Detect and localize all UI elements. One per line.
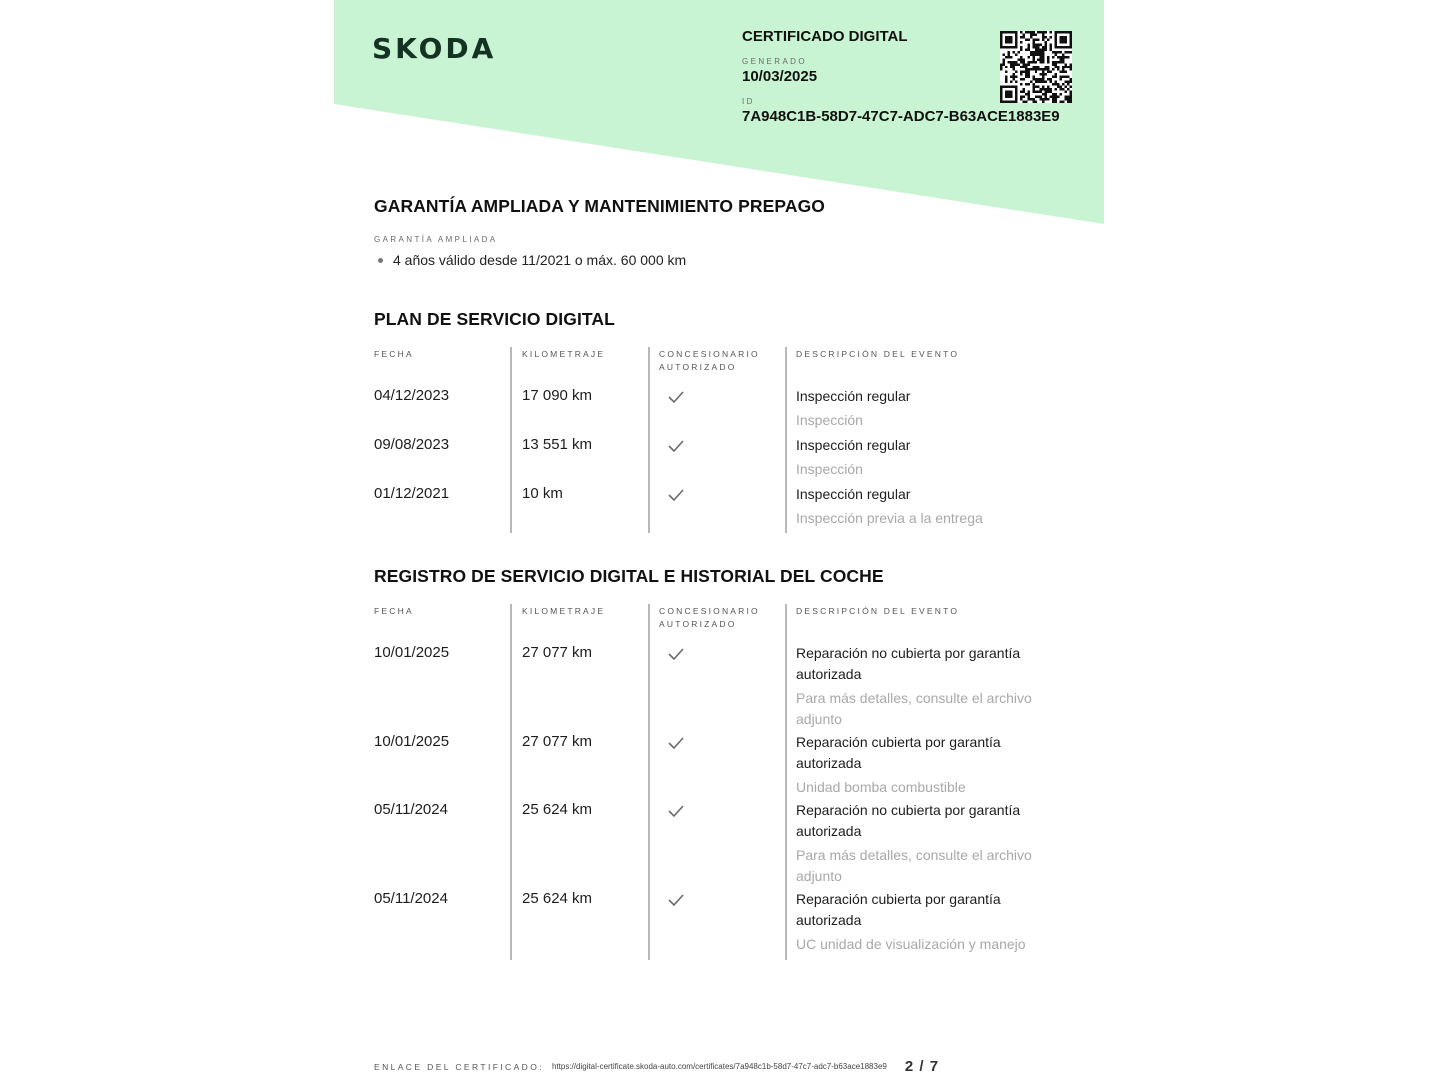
check-icon [668, 488, 684, 502]
certificate-link[interactable]: https://digital-certificate.skoda-auto.com/certificates/7a948c1b-58d7-47c7-adc7-b63ace1883e9 [551, 1062, 887, 1071]
column-divider [785, 604, 787, 960]
certificate-title: CERTIFICADO DIGITAL [742, 28, 908, 45]
check-icon [668, 736, 684, 750]
row-description [796, 484, 1066, 529]
row-date: 01/12/2021 [374, 485, 450, 502]
row-detail: Para más detalles, consulte el archivo adjunto [796, 690, 1032, 727]
row-date: 10/01/2025 [374, 644, 450, 661]
row-event: Reparación cubierta por garantía autorizada [796, 891, 1001, 928]
row-mileage: 13 551 km [522, 436, 593, 453]
row-mileage: 27 077 km [522, 644, 593, 661]
certificate-page [334, 0, 1104, 1080]
row-date: 05/11/2024 [374, 890, 448, 907]
service-plan-title-wrap [374, 309, 1074, 330]
column-divider [510, 347, 512, 533]
check-icon [668, 647, 684, 661]
row-date: 09/08/2023 [374, 436, 450, 453]
row-event: Inspección regular [796, 388, 911, 404]
row-description [796, 435, 1066, 480]
certificate-link-label: ENLACE DEL CERTIFICADO: [374, 1061, 544, 1072]
bullet-icon [378, 258, 383, 263]
row-mileage: 10 km [522, 485, 563, 502]
column-header-dealer: CONCESIONARIO AUTORIZADO [659, 606, 760, 629]
column-divider [785, 347, 787, 533]
column-header-mileage: KILOMETRAJE [522, 606, 606, 616]
warranty-label: GARANTÍA AMPLIADA [374, 235, 498, 244]
row-mileage: 17 090 km [522, 387, 593, 404]
check-icon [668, 390, 684, 404]
column-header-date: FECHA [374, 349, 414, 359]
footer [374, 1058, 1074, 1075]
row-description [796, 643, 1066, 730]
column-header-description: DESCRIPCIÓN DEL EVENTO [796, 606, 960, 616]
skoda-logo: SKODA [372, 32, 497, 65]
service-plan-table [374, 347, 1074, 533]
history-table [374, 604, 1074, 960]
column-divider [648, 604, 650, 960]
history-title-wrap [374, 566, 1074, 587]
column-header-dealer: CONCESIONARIO AUTORIZADO [659, 349, 760, 372]
certificate-id: 7A948C1B-58D7-47C7-ADC7-B63ACE1883E9 [742, 108, 1060, 125]
row-description [796, 889, 1066, 955]
row-mileage: 25 624 km [522, 801, 593, 818]
row-event: Inspección regular [796, 437, 911, 453]
row-detail: Inspección [796, 461, 863, 477]
row-mileage: 25 624 km [522, 890, 593, 907]
warranty-item [374, 252, 1074, 268]
row-detail: Unidad bomba combustible [796, 779, 966, 795]
generated-label: GENERADO [742, 57, 807, 66]
check-icon [668, 439, 684, 453]
check-icon [668, 893, 684, 907]
row-mileage: 27 077 km [522, 733, 593, 750]
row-event: Reparación no cubierta por garantía autorizada [796, 802, 1021, 839]
row-description [796, 732, 1066, 798]
row-detail: UC unidad de visualización y manejo [796, 936, 1026, 952]
history-title: REGISTRO DE SERVICIO DIGITAL E HISTORIAL DEL COCHE [374, 566, 884, 586]
page-number: 2 / 7 [904, 1058, 940, 1075]
row-date: 04/12/2023 [374, 387, 450, 404]
generated-date: 10/03/2025 [742, 68, 818, 85]
column-divider [510, 604, 512, 960]
check-icon [668, 804, 684, 818]
row-detail: Para más detalles, consulte el archivo adjunto [796, 847, 1032, 884]
row-description [796, 800, 1066, 887]
column-header-mileage: KILOMETRAJE [522, 349, 606, 359]
column-divider [648, 347, 650, 533]
id-label: ID [742, 97, 755, 106]
service-plan-title: PLAN DE SERVICIO DIGITAL [374, 309, 615, 329]
column-header-date: FECHA [374, 606, 414, 616]
row-date: 10/01/2025 [374, 733, 450, 750]
row-detail: Inspección previa a la entrega [796, 510, 983, 526]
row-detail: Inspección [796, 412, 863, 428]
row-description [796, 386, 1066, 431]
warranty-item-text: 4 años válido desde 11/2021 o máx. 60 000 km [393, 252, 687, 268]
qr-code-icon [1000, 31, 1072, 103]
row-event: Inspección regular [796, 486, 911, 502]
column-header-description: DESCRIPCIÓN DEL EVENTO [796, 349, 960, 359]
warranty-section [374, 196, 1074, 268]
row-event: Reparación cubierta por garantía autorizada [796, 734, 1001, 771]
row-event: Reparación no cubierta por garantía autorizada [796, 645, 1021, 682]
row-date: 05/11/2024 [374, 801, 448, 818]
warranty-title: GARANTÍA AMPLIADA Y MANTENIMIENTO PREPAGO [374, 196, 826, 216]
